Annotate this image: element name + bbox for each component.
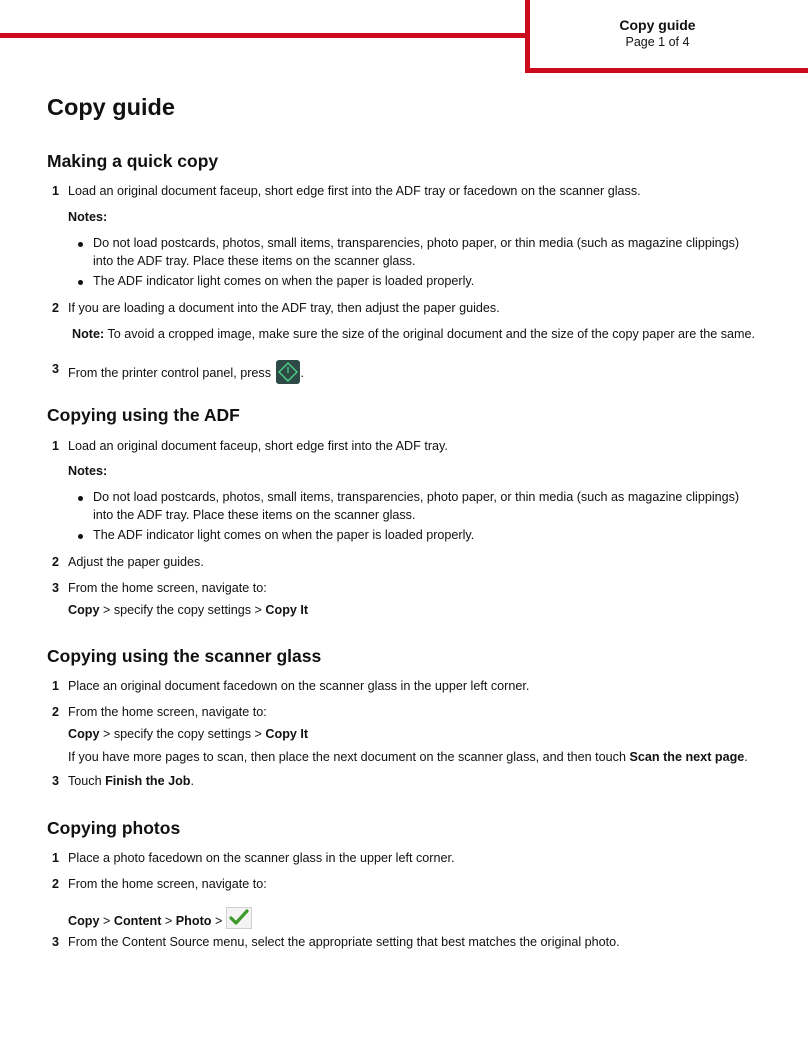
header-title: Copy guide [619,17,696,33]
adf-nav-path: Copy > specify the copy settings > Copy It [68,603,309,617]
doc-title: Copy guide [47,94,175,120]
bullet-dot [78,242,83,247]
bullet-dot [78,534,83,539]
header-page-number: Page 1 of 4 [625,35,690,49]
heading-scanner-glass: Copying using the scanner glass [47,646,322,666]
heading-quick-copy: Making a quick copy [47,151,219,171]
start-button-icon [276,360,300,384]
glass-more-pages: If you have more pages to scan, then place the next document on the scanner glass, and then touch Scan the next page. [68,750,748,764]
bullet-dot [78,280,83,285]
header-rule [0,33,528,38]
bullet-dot [78,496,83,501]
heading-adf: Copying using the ADF [47,405,240,425]
quick-notes-label: Notes: [68,210,108,224]
photos-nav-path: Copy > Content > Photo > [68,907,768,930]
checkmark-icon [226,907,252,929]
glass-nav-path: Copy > specify the copy settings > Copy It [68,727,309,741]
adf-notes-label: Notes: [68,464,108,478]
quick-note: Note: To avoid a cropped image, make sure the size of the original document and the size of the copy paper are the same. [72,327,756,341]
heading-photos: Copying photos [47,818,181,838]
